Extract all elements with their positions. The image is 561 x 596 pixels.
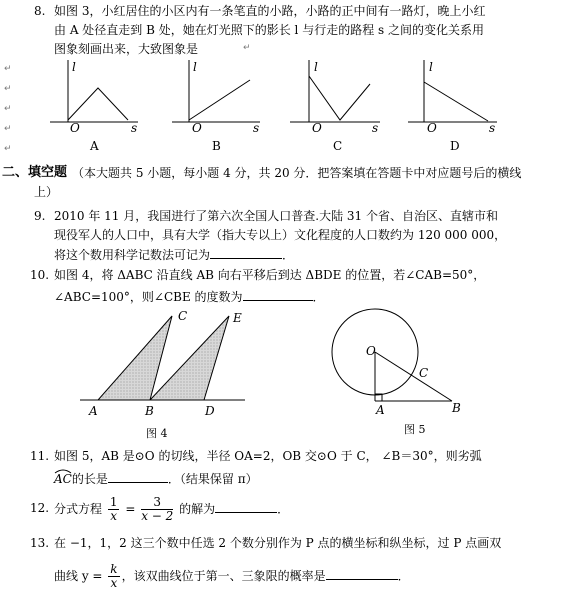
fig4-caption: 图 4	[146, 427, 168, 440]
q8-text-line1: 如图 3，小红居住的小区内有一条笔直的小路，小路的正中间有一路灯，晚上小红	[54, 4, 486, 18]
q10-text-line1: 如图 4，将 ΔABC 沿直线 AB 向右平移后到达 ΔBDE 的位置，若∠CAB=50°，	[54, 268, 486, 282]
q11-text-line2-content: 的长是	[71, 472, 108, 486]
arc-ac	[54, 471, 72, 487]
option-d-origin: O	[427, 121, 437, 135]
q12-lhs-den: x	[110, 509, 118, 523]
arc-symbol	[54, 468, 72, 474]
paragraph-mark: ↵	[4, 64, 12, 74]
option-a-s-label: s	[131, 121, 138, 135]
q9-text-line2: 现役军人的人口中，具有大学（指大专以上）文化程度的人口数约为 120 000 000，	[54, 228, 507, 242]
q12-suffix: 的解为	[179, 502, 216, 516]
q8-text-line2: 由 A 处径直走到 B 处，她在灯光照下的影长 l 与行走的路程 s 之间的变化关系用	[54, 23, 484, 37]
q9-text-line1: 2010 年 11 月，我国进行了第六次全国人口普查.大陆 31 个省、自治区、直辖市和	[54, 209, 498, 223]
option-c-label: C	[333, 139, 343, 153]
option-b-label: B	[212, 139, 221, 153]
paragraph-mark: ↵	[4, 144, 12, 154]
option-c-origin: O	[312, 121, 322, 135]
q13-fraction	[108, 563, 119, 590]
q13-text-line2: 曲线 y = $\frac{k}{x}$ ，该双曲线位于第一、三象限的概率是 ．	[54, 562, 410, 590]
q11-number: 11.	[30, 449, 50, 463]
q11-text-line2	[54, 470, 258, 487]
q12-rhs-fraction	[141, 496, 173, 523]
q12-equation: 分式方程 $\frac{1}{x}$ = $\frac{3}{x - 2}$ 的解为 ．	[54, 495, 290, 523]
option-b-l-label: l	[193, 60, 197, 74]
section-2-title: 二、填空题	[2, 165, 68, 180]
q13-prefix: 曲线 y =	[54, 569, 103, 583]
fig5-point-a: A	[376, 403, 385, 417]
fig5-point-b: B	[452, 401, 461, 415]
section-2-desc-line1: （本大题共 5 小题，每小题 4 分，共 20 分．把答案填在答题卡中对应题号后的横线	[72, 166, 522, 180]
option-d-l-label: l	[429, 60, 433, 74]
option-b-s-label: s	[253, 121, 260, 135]
fig5-point-c: C	[419, 366, 429, 380]
fig4-point-d: D	[205, 404, 215, 418]
q9-text-line3: 将这个数用科学记数法可记为 ．	[54, 248, 295, 262]
fig4-point-e: E	[233, 311, 242, 325]
option-c-s-label: s	[372, 121, 379, 135]
q13-answer-blank[interactable]	[326, 567, 398, 580]
section-2-desc-line2: 上）	[34, 185, 59, 199]
q13-number: 13.	[30, 536, 50, 550]
q9-number: 9.	[34, 209, 46, 223]
paragraph-mark: ↵	[4, 84, 12, 94]
option-b-origin: O	[192, 121, 202, 135]
paragraph-mark: ↵	[4, 104, 12, 114]
arc-ac-label: AC	[54, 472, 72, 486]
option-a-label: A	[90, 139, 99, 153]
q8-number: 8.	[34, 4, 46, 18]
q10-text-line2: ∠ABC=100°，则∠CBE 的度数为 ．	[54, 290, 325, 304]
q10-text-line2-content: ∠ABC=100°，则∠CBE 的度数为	[54, 290, 243, 304]
q12-lhs-num: 1	[109, 495, 118, 509]
paragraph-mark: ↵	[243, 43, 251, 53]
q8-text-line3: 图象刻画出来，大致图象是	[54, 42, 199, 56]
q10-number: 10.	[30, 268, 50, 282]
option-d-s-label: s	[489, 121, 496, 135]
q12-prefix: 分式方程	[54, 502, 103, 516]
q12-rhs-num: 3	[141, 496, 173, 510]
q13-suffix: ，该双曲线位于第一、三象限的概率是	[121, 569, 326, 583]
option-a-origin: O	[70, 121, 80, 135]
fig5-caption: 图 5	[404, 423, 426, 436]
fig5-point-o: O	[366, 344, 376, 358]
q12-number: 12.	[30, 501, 50, 515]
paragraph-mark: ↵	[4, 124, 12, 134]
fig4-point-b: B	[145, 404, 154, 418]
option-d-label: D	[450, 139, 460, 153]
fig4-point-c: C	[178, 309, 188, 323]
q12-lhs-fraction	[108, 496, 120, 523]
option-a-l-label: l	[72, 60, 76, 74]
q12-equals: =	[125, 502, 136, 516]
q12-answer-blank[interactable]	[215, 500, 277, 513]
q13-text-line1: 在 −1，1，2 这三个数中任选 2 个数分别作为 P 点的横坐标和纵坐标，过 P 点画双	[54, 536, 502, 550]
q9-text-line3-content: 将这个数用科学记数法可记为	[54, 248, 211, 262]
q13-frac-num: k	[110, 562, 118, 576]
fig4-point-a: A	[89, 404, 98, 418]
q11-text-line1: 如图 5，AB 是⊙O 的切线，半径 OA=2，OB 交⊙O 于 C， ∠B＝30°，则劣弧	[54, 449, 482, 463]
q11-answer-blank[interactable]	[108, 470, 168, 483]
option-c-l-label: l	[314, 60, 318, 74]
q11-text-line2-suffix: ．（结果保留 π）	[167, 472, 258, 486]
q12-rhs-den: x − 2	[141, 509, 174, 523]
q13-frac-den: x	[110, 576, 118, 590]
